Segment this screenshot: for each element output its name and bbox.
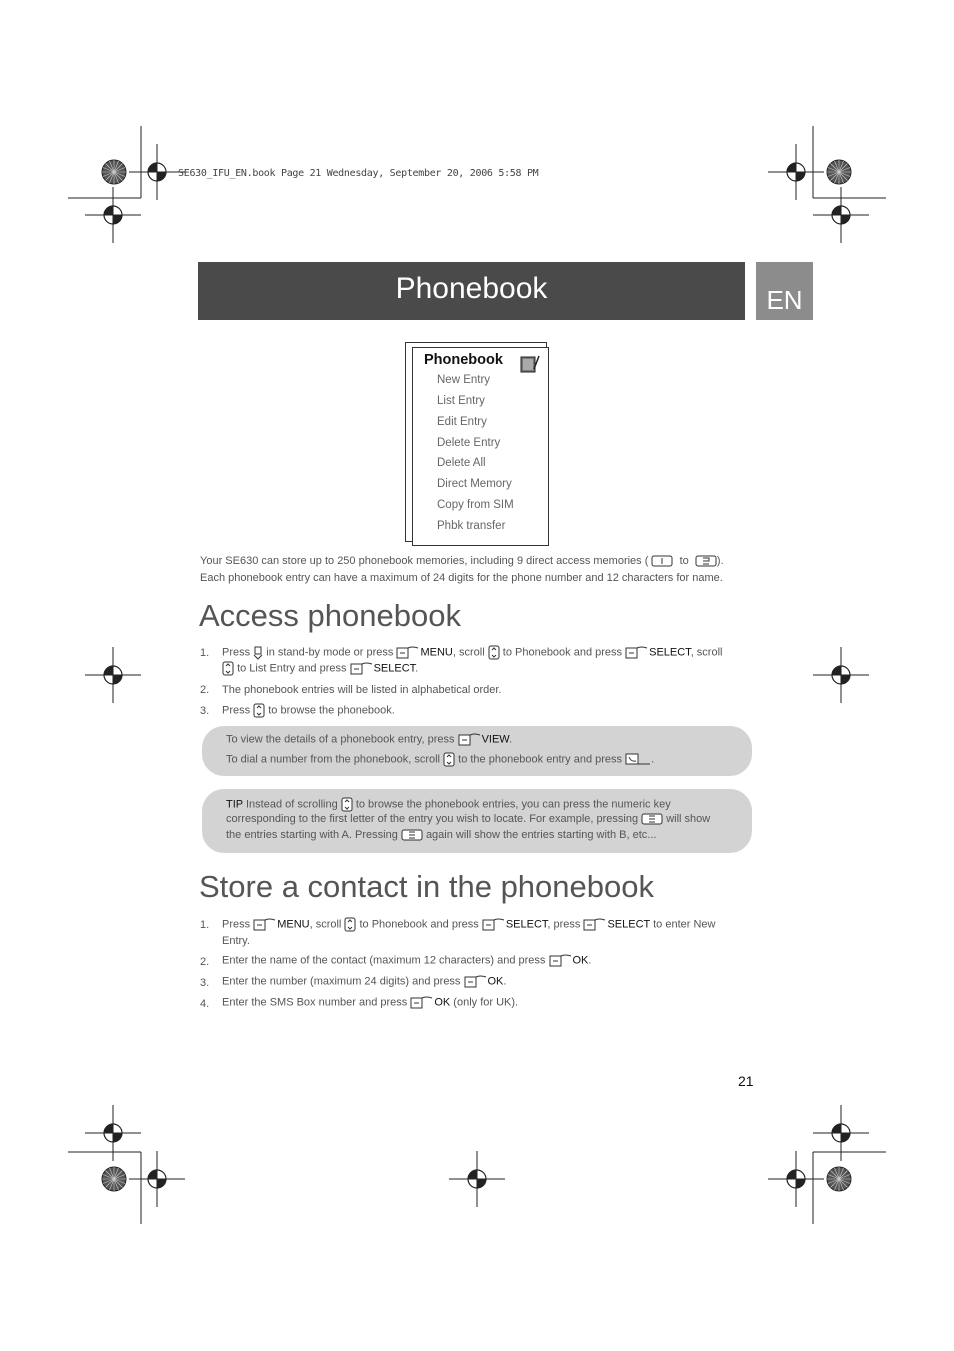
intro-line-2: Each phonebook entry can have a maximum of 24 digits for the phone number and 12 characters for name.: [200, 572, 723, 584]
language-tab: EN: [756, 262, 813, 320]
menu-item: Direct Memory: [437, 478, 512, 490]
menu-item: Copy from SIM: [437, 499, 514, 511]
step-number: 4.: [200, 998, 210, 1010]
intro-line-1: Your SE630 can store up to 250 phonebook memories, including 9 direct access memories ( to ).: [200, 555, 724, 567]
menu-item: Delete All: [437, 457, 486, 469]
scroll-key-icon: [222, 661, 234, 676]
note-line-2: To dial a number from the phonebook, scroll to the phonebook entry and press .: [226, 753, 655, 766]
page-title: Phonebook: [395, 272, 548, 305]
scroll-key-icon: [488, 645, 500, 660]
key-2-icon: [401, 829, 423, 841]
menu-item: Edit Entry: [437, 416, 487, 428]
scroll-key-icon: [341, 797, 353, 812]
phonebook-key-icon: [253, 646, 263, 660]
print-slug: SE630_IFU_EN.book Page 21 Wednesday, September 20, 2006 5:58 PM: [178, 168, 539, 179]
step-number: 1.: [200, 647, 210, 659]
page-number: 21: [738, 1073, 754, 1089]
softkey-left-icon: [253, 918, 277, 931]
softkey-left-icon: [583, 918, 607, 931]
access-step-3: Press to browse the phonebook.: [222, 704, 395, 717]
access-step-1-line-1: Press in stand-by mode or press MENU, scroll to Phonebook and press SELECT, scroll: [222, 646, 723, 659]
step-number: 1.: [200, 919, 210, 931]
scroll-key-icon: [253, 703, 265, 718]
scroll-key-icon: [443, 752, 455, 767]
call-key-icon: [625, 753, 651, 766]
step-number: 3.: [200, 977, 210, 989]
step-number: 2.: [200, 684, 210, 696]
store-step-3: Enter the number (maximum 24 digits) and press OK.: [222, 975, 507, 988]
step-number: 2.: [200, 956, 210, 968]
softkey-left-icon: [410, 996, 434, 1009]
key-1-icon: [651, 555, 673, 567]
tip-line-2: corresponding to the first letter of the entry you wish to locate. For example, pressing will show: [226, 813, 711, 825]
access-step-1-line-2: to List Entry and press SELECT.: [222, 661, 418, 676]
menu-item: Phbk transfer: [437, 520, 506, 532]
softkey-left-icon: [458, 733, 482, 746]
step-number: 3.: [200, 705, 210, 717]
store-step-2: Enter the name of the contact (maximum 12 characters) and press OK.: [222, 954, 592, 967]
phonebook-icon: [520, 355, 540, 373]
store-step-1-line-1: Press MENU, scroll to Phonebook and press SELECT, press SELECT to enter New: [222, 918, 716, 931]
menu-item: Delete Entry: [437, 437, 501, 449]
menu-item: New Entry: [437, 374, 491, 386]
note-line-1: To view the details of a phonebook entry, press VIEW.: [226, 733, 513, 746]
softkey-left-icon: [625, 646, 649, 659]
key-2-icon: [641, 813, 663, 825]
store-step-1-line-2: Entry.: [222, 935, 250, 947]
menu-title: Phonebook: [424, 352, 503, 368]
tip-line-1: TIP Instead of scrolling to browse the phonebook entries, you can press the numeric key: [226, 798, 671, 811]
softkey-left-icon: [482, 918, 506, 931]
tip-line-3: the entries starting with A. Pressing again will show the entries starting with B, etc...: [226, 829, 657, 841]
section-heading-store: Store a contact in the phonebook: [199, 869, 654, 904]
menu-item: List Entry: [437, 395, 485, 407]
section-heading-access: Access phonebook: [199, 598, 461, 633]
key-9-icon: [695, 555, 717, 567]
softkey-left-icon: [464, 975, 488, 988]
softkey-left-icon: [396, 646, 420, 659]
softkey-left-icon: [549, 954, 573, 967]
access-step-2: The phonebook entries will be listed in alphabetical order.: [222, 684, 502, 696]
scroll-key-icon: [344, 917, 356, 932]
store-step-4: Enter the SMS Box number and press OK (only for UK).: [222, 996, 519, 1009]
softkey-left-icon: [350, 662, 374, 675]
